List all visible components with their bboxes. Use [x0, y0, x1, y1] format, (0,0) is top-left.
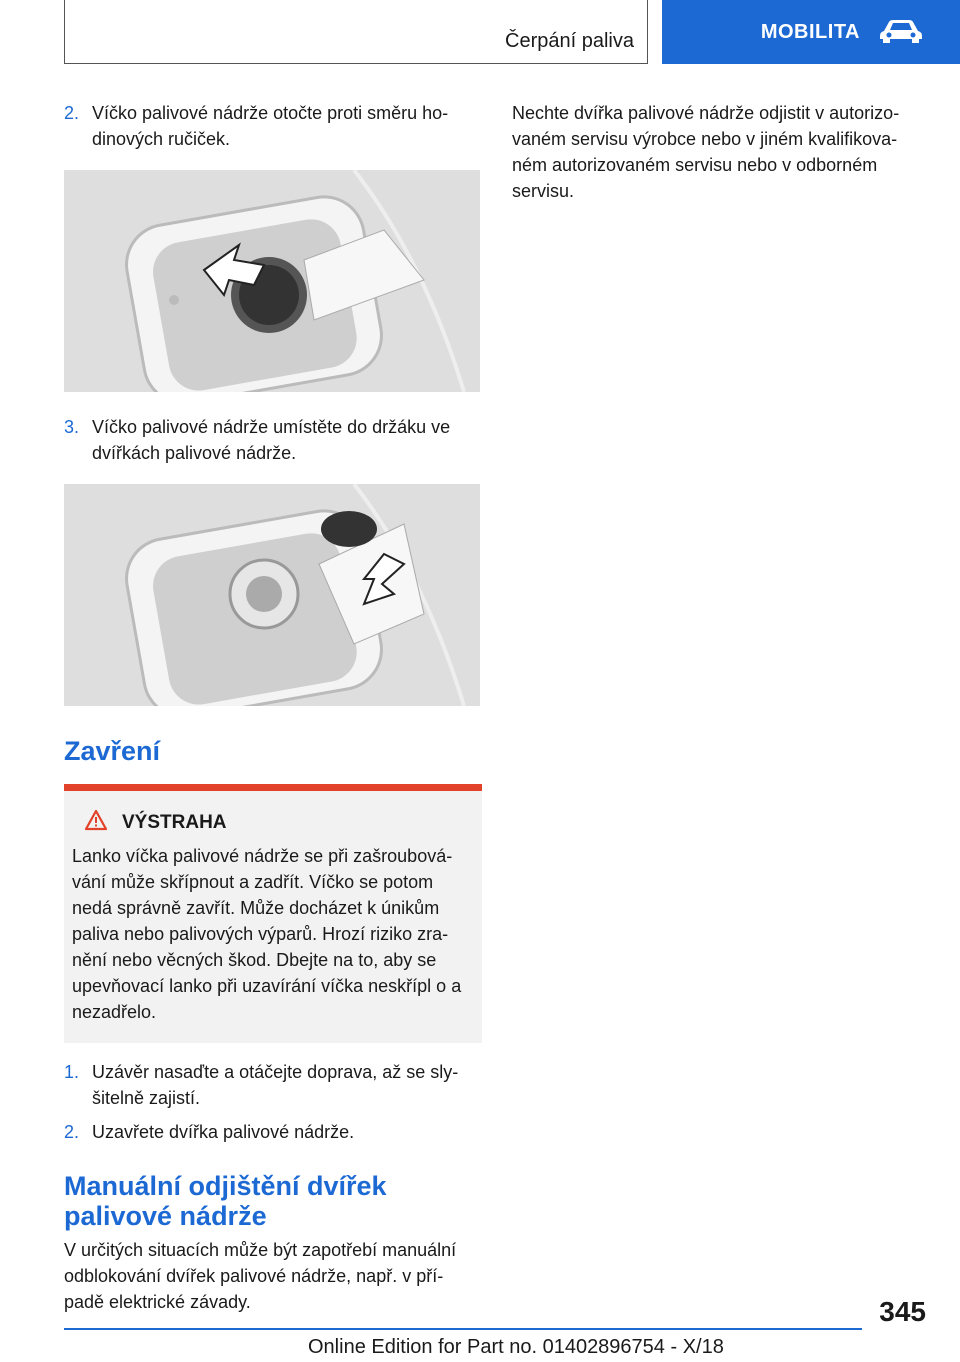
header-chapter-tab: [662, 0, 960, 64]
step-3: [64, 414, 482, 466]
section-heading-close: Zavření: [64, 736, 161, 766]
left-column: [64, 100, 482, 1315]
chapter-label: MOBILITA: [760, 20, 860, 43]
warning-triangle-icon: [84, 809, 108, 837]
manual-release-text: V určitých situacích může být zapotřebí manuální odblokování dvířek palivové nádrže, např. v pří‐padě elektrické závady.: [64, 1240, 457, 1312]
step-text: Víčko palivové nádrže umístěte do držáku ve dvířkách palivové nádrže.: [92, 417, 451, 463]
warning-text: Lanko víčka palivové nádrže se při zašroubová‐vání může skřípnout a zadřít. Víčko se potom nedá správně zavřít. Může docházet k únikům paliva nebo palivových výparů. Hrozí riziko zra‐nění nebo věcných škod. Dbejte na to, aby se upevňovací lanko při uzavírání víčka neskřípl o a nezadřelo.: [72, 846, 462, 1022]
page-number: 345: [879, 1296, 926, 1327]
step-number: 3.: [64, 417, 80, 437]
step-number: 1.: [64, 1062, 80, 1082]
step-text: Uzavřete dvířka palivové nádrže.: [92, 1122, 355, 1142]
header-section-title: Čerpání paliva: [505, 30, 634, 52]
step-2: [64, 100, 482, 152]
step-number: 2.: [64, 103, 80, 123]
step-number: 2.: [64, 1122, 80, 1142]
edition-note: Online Edition for Part no. 01402896754 - X/18: [308, 1336, 724, 1358]
right-column-text: Nechte dvířka palivové nádrže odjistit v autorizo‐vaném servisu výrobce nebo v jiném kvalifikova‐ném autorizovaném servisu nebo v odborném servisu.: [512, 103, 900, 201]
fuel-cap-holder-illustration: [64, 484, 480, 706]
warning-title-text: VÝSTRAHA: [122, 812, 227, 833]
step-text: Uzávěr nasaďte a otáčejte doprava, až se sly‐šitelně zajistí.: [92, 1062, 459, 1108]
close-step-1: [64, 1059, 482, 1111]
car-icon: [878, 17, 924, 48]
section-heading-manual: Manuální odjištění dvířek palivové nádrže: [64, 1171, 387, 1231]
warning-title: [84, 809, 472, 837]
step-text: Víčko palivové nádrže otočte proti směru ho‐dinových ručiček.: [92, 103, 449, 149]
warning-box: [64, 784, 482, 1043]
right-column: [512, 100, 912, 204]
fuel-cap-turn-illustration: [64, 170, 480, 392]
close-step-2: [64, 1119, 482, 1145]
footer-divider: [64, 1328, 862, 1330]
